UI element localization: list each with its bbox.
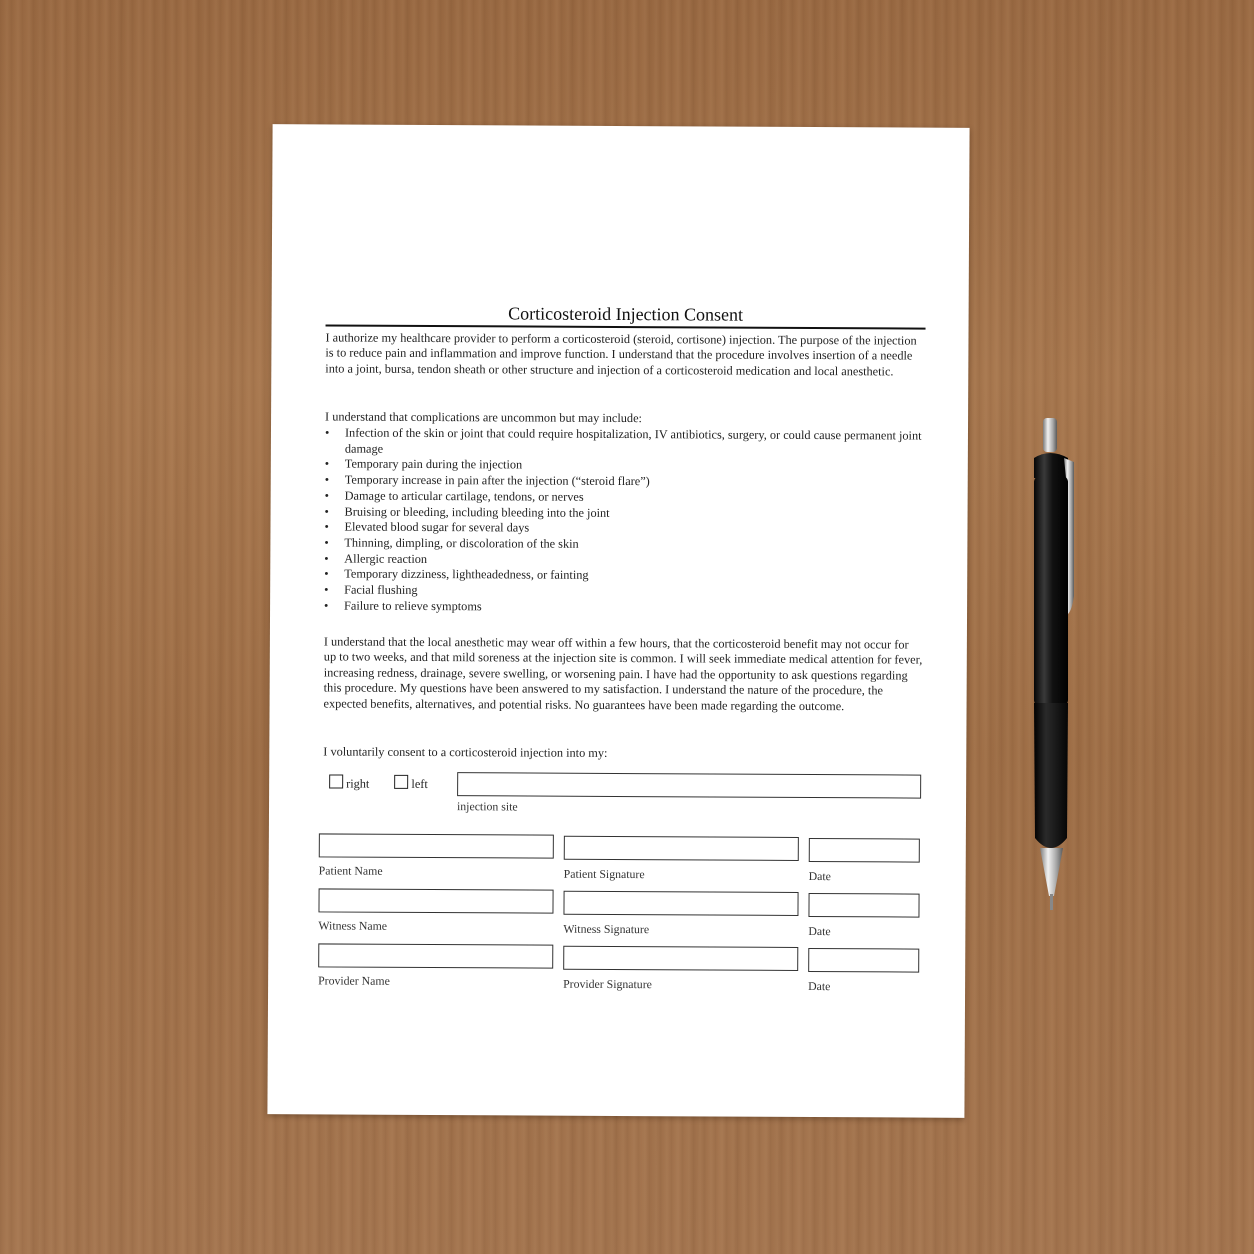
list-item: • Bruising or bleeding, including bleeding into the joint <box>325 504 925 523</box>
right-checkbox-label: right <box>346 776 370 791</box>
list-item: • Temporary increase in pain after the injection (“steroid flare”) <box>325 473 925 492</box>
patient-name-field[interactable] <box>319 833 554 858</box>
witness-signature-field[interactable] <box>563 891 798 916</box>
list-item: • Damage to articular cartilage, tendons, or nerves <box>325 488 925 507</box>
witness-date-field[interactable] <box>808 893 919 918</box>
understanding-paragraph: I understand that the local anesthetic may wear off within a few hours, that the corticosteroid benefit may not occur for up to two weeks, and that mild soreness at the injection site is common. I will seek immediate medical attention for fever, increasing redness, drainage, severe swelling, or worsening pain. I have had the opportunity to ask questions regarding this procedure. My questions have been answered to my satisfaction. I understand the nature of the procedure, the expected benefits, alternatives, and potential risks. No guarantees have been made regarding the outcome. <box>323 634 923 713</box>
list-item: • Failure to relieve symptoms <box>324 598 924 617</box>
provider-signature-field[interactable] <box>563 946 798 971</box>
witness-signature-label: Witness Signature <box>563 921 650 937</box>
patient-signature-field[interactable] <box>564 836 799 861</box>
consent-form-page <box>267 124 969 1118</box>
list-item: • Facial flushing <box>324 582 924 601</box>
provider-date-field[interactable] <box>808 948 919 973</box>
provider-name-label: Provider Name <box>318 973 390 988</box>
list-item: • Temporary pain during the injection <box>325 457 925 476</box>
witness-date-label: Date <box>808 923 831 939</box>
patient-name-label: Patient Name <box>318 863 383 878</box>
injection-site-field[interactable] <box>457 772 921 798</box>
injection-site-label: injection site <box>456 799 518 814</box>
ballpoint-pen-icon[interactable] <box>1030 418 1076 913</box>
left-checkbox[interactable] <box>394 775 408 789</box>
list-item: • Allergic reaction <box>324 551 924 570</box>
provider-signature-label: Provider Signature <box>563 976 652 992</box>
provider-name-field[interactable] <box>318 943 553 968</box>
complications-intro: I understand that complications are uncommon but may include: <box>325 409 643 426</box>
patient-signature-label: Patient Signature <box>563 866 645 882</box>
document-title: Corticosteroid Injection Consent <box>508 303 744 325</box>
right-checkbox[interactable] <box>329 774 343 788</box>
intro-paragraph: I authorize my healthcare provider to perform a corticosteroid (steroid, cortisone) injection. The purpose of the injection is to reduce pain and inflammation and improve function. I understand that the procedure involves insertion of a needle into a joint, bursa, tendon sheath or other structure and injection of a corticosteroid medication and local anesthetic. <box>325 330 917 379</box>
complications-list <box>324 425 925 617</box>
patient-date-label: Date <box>808 868 831 884</box>
provider-date-label: Date <box>808 978 831 994</box>
patient-date-field[interactable] <box>809 838 920 863</box>
list-item: • Temporary dizziness, lightheadedness, or fainting <box>324 567 924 586</box>
witness-name-label: Witness Name <box>318 918 388 933</box>
left-checkbox-label: left <box>411 776 428 792</box>
list-item: • Infection of the skin or joint that could require hospitalization, IV antibiotics, surgery, or could cause permanent joint damage <box>325 425 925 460</box>
list-item: • Thinning, dimpling, or discoloration of the skin <box>324 535 924 554</box>
list-item: • Elevated blood sugar for several days <box>324 520 924 539</box>
consent-line: I voluntarily consent to a corticosteroid injection into my: <box>323 744 608 760</box>
witness-name-field[interactable] <box>318 888 553 913</box>
side-selection <box>329 774 450 792</box>
